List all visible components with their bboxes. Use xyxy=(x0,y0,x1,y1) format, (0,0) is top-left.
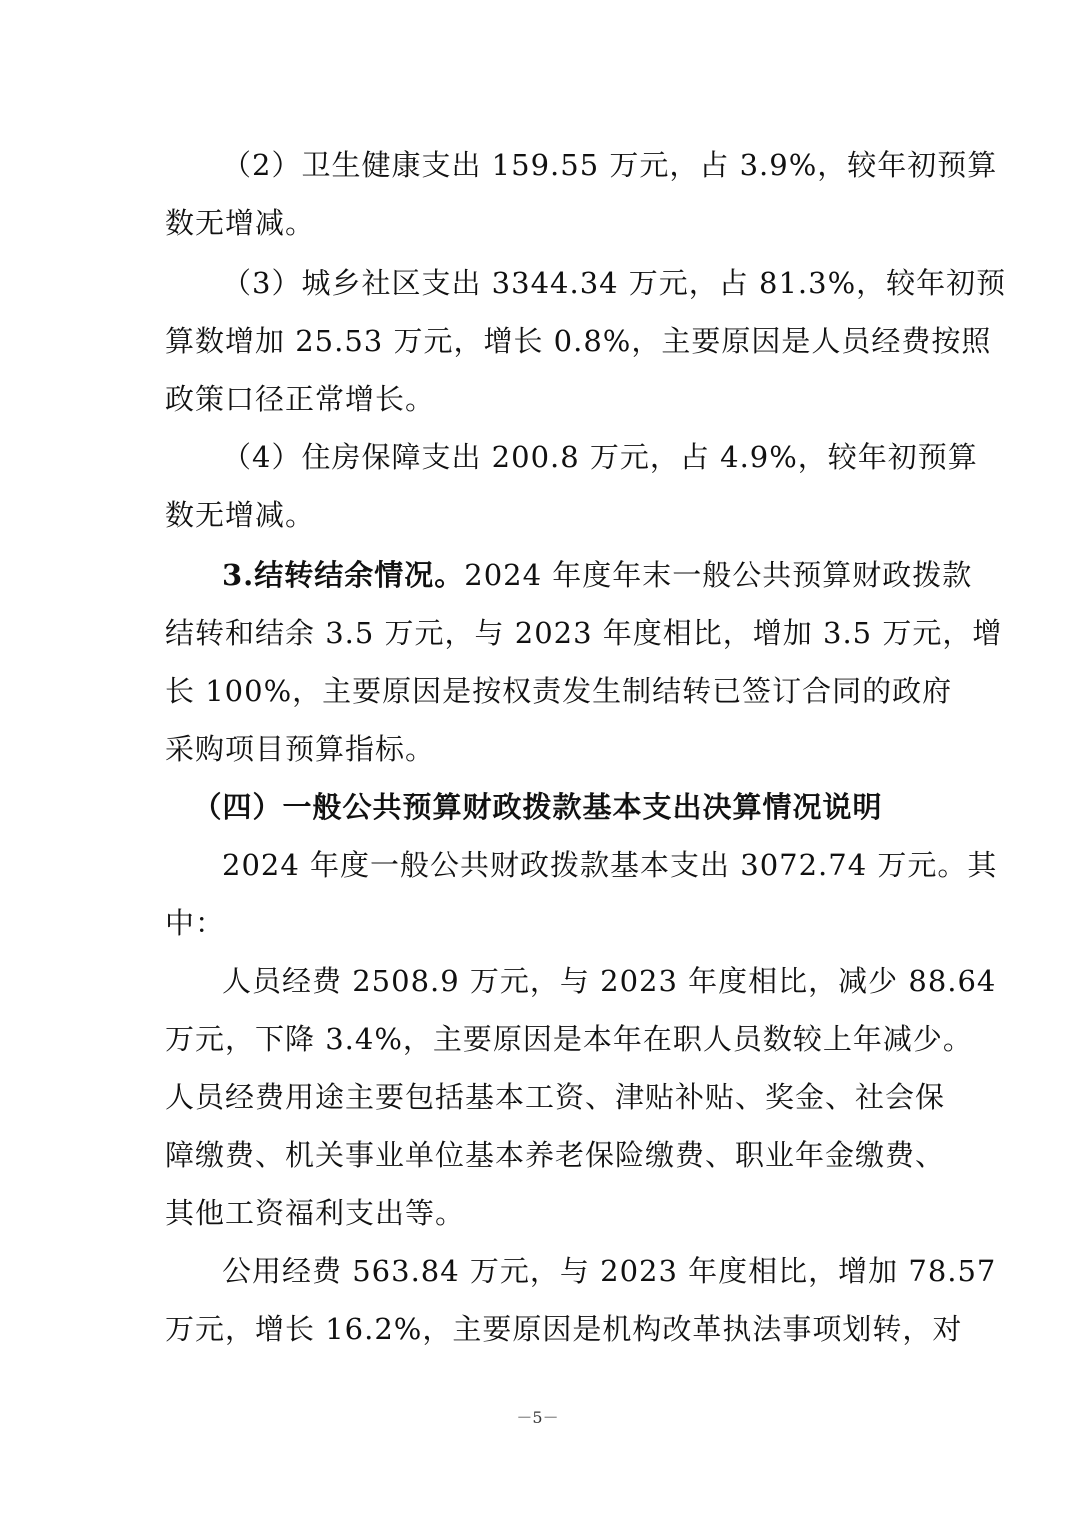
section-heading: 3.结转结余情况。 xyxy=(222,558,465,592)
paragraph-line xyxy=(222,555,973,595)
paragraph-line: 万元，下降 3.4%，主要原因是本年在职人员数较上年减少。 xyxy=(165,1022,973,1056)
paragraph-text: 2024 年度年末一般公共预算财政拨款 xyxy=(464,558,973,592)
paragraph-line: 数无增减。 xyxy=(165,206,316,240)
paragraph-line: 中： xyxy=(165,906,226,940)
paragraph-line: 人员经费 2508.9 万元，与 2023 年度相比，减少 88.64 xyxy=(222,964,997,998)
paragraph-line: 长 100%，主要原因是按权责发生制结转已签订合同的政府 xyxy=(165,674,953,708)
paragraph-line: （4）住房保障支出 200.8 万元，占 4.9%，较年初预算 xyxy=(222,440,978,474)
paragraph-line: 障缴费、机关事业单位基本养老保险缴费、职业年金缴费、 xyxy=(165,1138,946,1172)
paragraph-line: （2）卫生健康支出 159.55 万元，占 3.9%，较年初预算 xyxy=(222,148,998,182)
paragraph-line: 数无增减。 xyxy=(165,498,316,532)
paragraph-line: 人员经费用途主要包括基本工资、津贴补贴、奖金、社会保 xyxy=(165,1080,946,1114)
paragraph-line: 万元，增长 16.2%，主要原因是机构改革执法事项划转，对 xyxy=(165,1312,963,1346)
page-number: －5－ xyxy=(516,1408,559,1427)
paragraph-line: （3）城乡社区支出 3344.34 万元，占 81.3%，较年初预 xyxy=(222,266,1007,300)
paragraph-line: 结转和结余 3.5 万元，与 2023 年度相比，增加 3.5 万元，增 xyxy=(165,616,1003,650)
paragraph-line: 2024 年度一般公共财政拨款基本支出 3072.74 万元。其 xyxy=(222,848,998,882)
paragraph-line: 公用经费 563.84 万元，与 2023 年度相比，增加 78.57 xyxy=(222,1254,997,1288)
paragraph-line: 算数增加 25.53 万元，增长 0.8%，主要原因是人员经费按照 xyxy=(165,324,992,358)
paragraph-line: 采购项目预算指标。 xyxy=(165,732,436,766)
section-title: （四）一般公共预算财政拨款基本支出决算情况说明 xyxy=(192,790,883,824)
paragraph-line: 政策口径正常增长。 xyxy=(165,382,436,416)
paragraph-line: 其他工资福利支出等。 xyxy=(165,1196,466,1230)
